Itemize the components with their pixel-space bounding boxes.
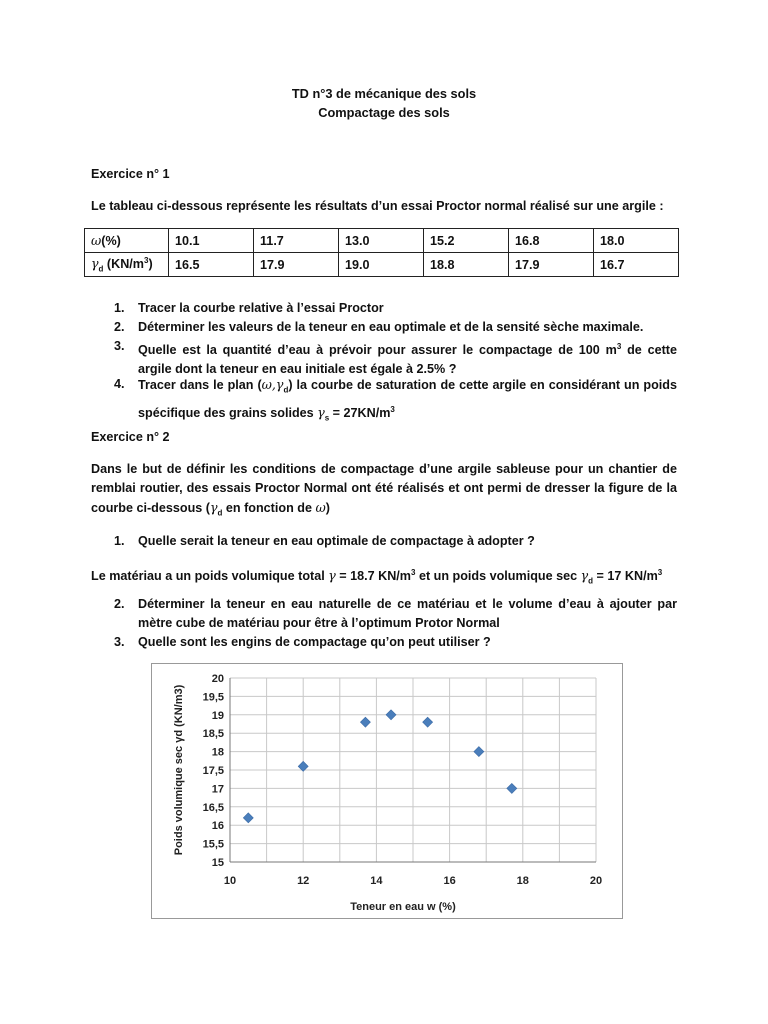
table-cell: 10.1 — [169, 229, 254, 253]
ex2-question-1: 1. Quelle serait la teneur en eau optimale de compactage à adopter ? — [114, 534, 535, 548]
table-cell: 16.5 — [169, 253, 254, 277]
x-tick-label: 16 — [443, 875, 456, 887]
table-row-gd — [85, 253, 679, 277]
table-cell: 15.2 — [424, 229, 509, 253]
table-cell: 16.8 — [509, 229, 594, 253]
page-title: TD n°3 de mécanique des sols — [291, 86, 477, 101]
ex1-intro: Le tableau ci-dessous représente les résultats d’un essai Proctor normal réalisé sur une argile : — [91, 199, 664, 213]
chart-frame — [151, 663, 623, 919]
y-axis-label: Poids volumique sec γd (KN/m3) — [173, 684, 185, 856]
table-cell: 13.0 — [339, 229, 424, 253]
y-tick-label: 18 — [211, 746, 224, 759]
ex1-question-1: 1. Tracer la courbe relative à l’essai Proctor — [114, 301, 384, 315]
data-point — [386, 710, 396, 720]
ex1-question-3: 3. Quelle est la quantité d’eau à prévoir pour assurer le compactage de 100 $m^3$ de cette argile dont la teneur en eau initiale est égale à 2.5% ? — [114, 339, 677, 377]
y-tick-label: 18,5 — [202, 728, 224, 741]
table-cell: 16.7 — [594, 253, 679, 277]
y-tick-label: 16,5 — [202, 801, 224, 814]
y-tick-label: 17 — [211, 783, 224, 796]
row-label-gd: $\gamma_d$ $(KN/m^3)$ — [85, 253, 169, 277]
x-tick-label: 12 — [297, 875, 310, 887]
x-tick-label: 18 — [516, 875, 529, 887]
data-point — [474, 747, 484, 757]
proctor-chart — [152, 664, 622, 918]
table-row-w — [85, 229, 679, 253]
x-tick-label: 14 — [370, 875, 383, 887]
ex2-question-3: 3. Quelle sont les engins de compactage qu’on peut utiliser ? — [114, 635, 491, 649]
data-point — [507, 783, 517, 793]
ex1-question-2: 2. Déterminer les valeurs de la teneur en eau optimale et de la sensité sèche maximale. — [114, 320, 644, 334]
table-cell: 18.8 — [424, 253, 509, 277]
x-axis-label: Teneur en eau w (%) — [350, 901, 456, 913]
ex2-question-2: 2. Déterminer la teneur en eau naturelle de ce matériau et le volume d’eau à ajouter par mètre cube de matériau pour être à l’optimum Protor Normal — [114, 597, 677, 630]
table-cell: 11.7 — [254, 229, 339, 253]
ex2-heading: Exercice n° 2 — [91, 430, 170, 444]
data-point — [243, 813, 253, 823]
ex1-question-4: 4. Tracer dans le plan $(\omega,\gamma_d)$ la courbe de saturation de cette argile en considérant un poids spécifique des grains solides $\gamma_s = 27KN/m^3$ — [114, 377, 677, 423]
row-label-w: ω(%) — [85, 229, 169, 253]
y-tick-label: 15,5 — [202, 838, 224, 851]
table-cell: 17.9 — [254, 253, 339, 277]
ex2-intro: Dans le but de définir les conditions de compactage d’une argile sableuse pour un chantier de remblai routier, des essais Proctor Normal ont été réalisés et ont permi de dresser la figure de la courbe ci-dessous ($\gamma_d$ en fonction de ω) — [91, 462, 677, 518]
y-tick-label: 16 — [211, 820, 224, 833]
proctor-table — [84, 228, 679, 277]
y-tick-label: 15 — [211, 857, 224, 869]
ex1-heading: Exercice n° 1 — [91, 167, 170, 181]
x-tick-label: 20 — [589, 875, 603, 887]
table-cell: 19.0 — [339, 253, 424, 277]
y-tick-label: 17,5 — [202, 765, 224, 777]
table-cell: 18.0 — [594, 229, 679, 253]
ex2-material: Le matériau a un poids volumique total γ = 18.7 $KN/m^3$ et un poids volumique $\sec \gamma_d = 17$ $KN/m^3$ — [91, 568, 663, 586]
y-tick-label: 19,5 — [202, 691, 224, 704]
page-subtitle: Compactage des sols — [318, 105, 450, 120]
data-point — [423, 717, 433, 727]
y-tick-label: 20 — [211, 673, 224, 685]
y-tick-label: 19 — [211, 709, 224, 722]
table-cell: 17.9 — [509, 253, 594, 277]
x-tick-label: 10 — [223, 875, 237, 887]
data-point — [360, 717, 370, 727]
